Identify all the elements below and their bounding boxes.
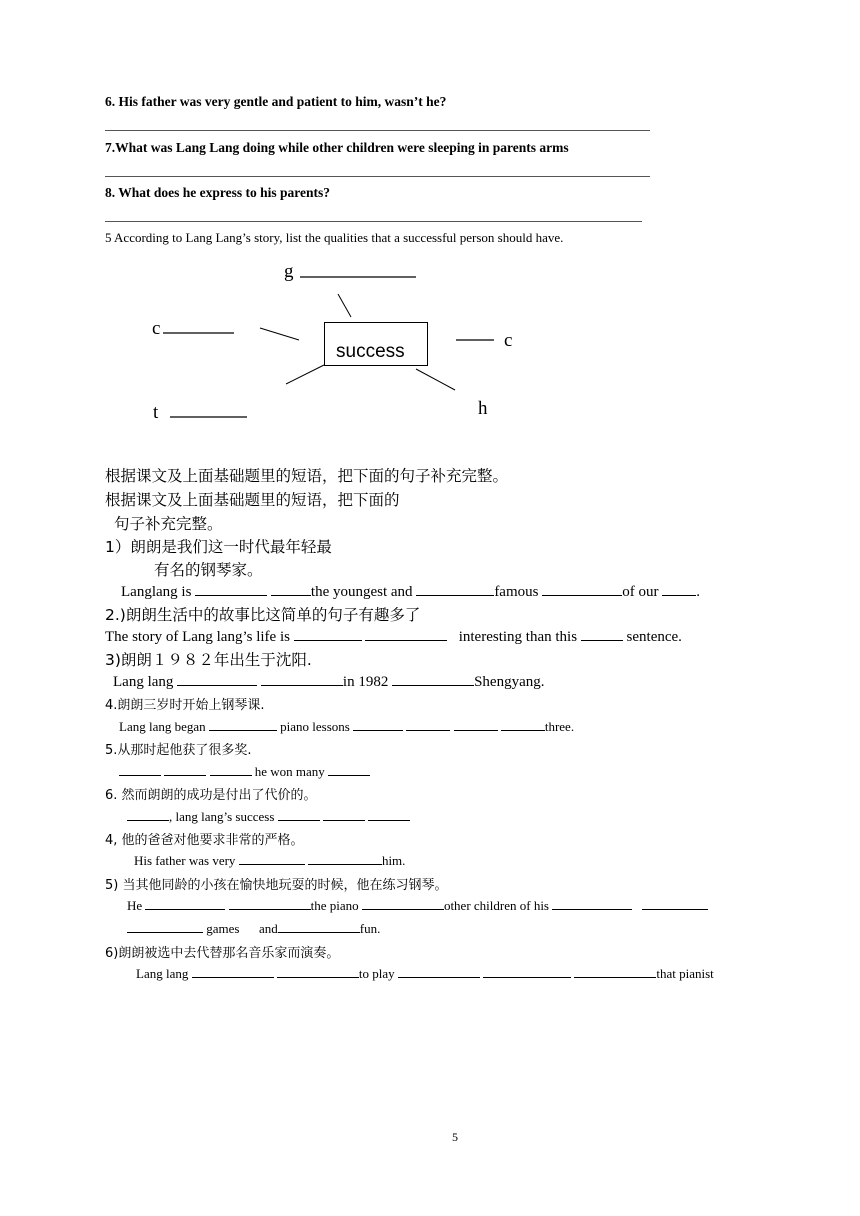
question-6: 6. His father was very gentle and patient to him, wasn’t he? [105,94,447,109]
sentence-1-cn-a: 1）朗朗是我们这一时代最年轻最 [105,538,332,556]
blank[interactable] [454,718,498,731]
blank[interactable] [210,763,252,776]
blank[interactable] [271,581,311,596]
blank[interactable] [294,626,362,641]
blank[interactable] [416,581,494,596]
blank[interactable] [662,581,696,596]
connector-bottom-left [286,365,324,384]
sentence-7-en: His father was very him. [134,853,406,868]
sentence-5-cn: 5.从那时起他获了很多奖. [105,743,252,758]
blank[interactable] [353,718,403,731]
sentence-4-cn: 4.朗朗三岁时开始上钢琴课. [105,698,265,713]
blank[interactable] [406,718,450,731]
blank[interactable] [542,581,622,596]
question-7: 7.What was Lang Lang doing while other children were sleeping in parents arms [105,140,569,155]
left-letter: c [152,318,161,339]
blank[interactable] [277,965,359,978]
blank[interactable] [192,965,274,978]
instruction-cn-2b: 句子补充完整。 [114,515,223,533]
sentence-3-en: Lang lang in 1982 Shengyang. [113,671,545,691]
blank[interactable] [328,763,370,776]
blank[interactable] [323,808,365,821]
blank[interactable] [209,718,277,731]
sentence-1-en: Langlang is the youngest and famous of our . [121,581,700,601]
sentence-6-cn: 6. 然而朗朗的成功是付出了代价的。 [105,788,317,803]
instruction-cn-2a: 根据课文及上面基础题里的短语，把下面的 [105,491,400,509]
sentence-4-en: Lang lang began piano lessons three. [119,719,575,734]
top-letter: g [284,261,294,282]
blank[interactable] [195,581,267,596]
section-5-instruction: 5 According to Lang Lang’s story, list the qualities that a successful person should have. [105,230,564,245]
blank[interactable] [483,965,571,978]
sentence-6-en: , lang lang’s success [127,808,410,825]
blank[interactable] [278,808,320,821]
sentence-1-cn-b: 有名的钢琴家。 [154,561,263,579]
blank[interactable] [642,897,708,910]
sentence-9-en: Lang lang to play that pianist [136,966,714,981]
blank[interactable] [229,897,311,910]
sentence-2-en: The story of Lang lang’s life is interesting than this sentence. [105,626,682,646]
right-letter: c [504,330,513,351]
blank[interactable] [552,897,632,910]
qualities-diagram [0,0,860,440]
bottom-left-letter: t [153,402,159,423]
sentence-8-en-line-1: He the piano other children of his [127,897,708,914]
connector-left [260,328,299,340]
blank[interactable] [574,965,656,978]
blank[interactable] [145,897,225,910]
blank[interactable] [119,763,161,776]
sentence-2-cn: 2.)朗朗生活中的故事比这简单的句子有趣多了 [105,606,421,624]
connector-bottom-right [416,369,455,390]
question-8: 8. What does he express to his parents? [105,185,331,200]
blank[interactable] [368,808,410,821]
blank[interactable] [164,763,206,776]
sentence-7-cn: 4, 他的爸爸对他要求非常的严格。 [105,833,304,848]
blank[interactable] [177,671,257,686]
blank[interactable] [308,852,382,865]
sentence-5-en: he won many [119,763,370,780]
blank[interactable] [261,671,343,686]
blank[interactable] [362,897,444,910]
connector-top [338,294,351,317]
sentence-8-en-line-2: games and fun. [127,920,380,937]
sentence-9-cn: 6)朗朗被选中去代替那名音乐家而演奏。 [105,946,340,961]
blank[interactable] [127,808,169,821]
blank[interactable] [127,920,203,933]
blank[interactable] [239,852,305,865]
page-number: 5 [452,1130,458,1144]
blank[interactable] [501,718,545,731]
blank[interactable] [398,965,480,978]
blank[interactable] [581,626,623,641]
blank[interactable] [392,671,474,686]
sentence-8-cn: 5) 当其他同龄的小孩在愉快地玩耍的时候，他在练习钢琴。 [105,878,448,893]
sentence-3-cn: 3)朗朗１９８２年出生于沈阳. [105,651,312,669]
instruction-cn-1: 根据课文及上面基础题里的短语，把下面的句子补充完整。 [105,467,509,485]
blank[interactable] [365,626,447,641]
blank[interactable] [278,920,360,933]
success-label: success [336,341,405,362]
bottom-right-letter: h [478,398,488,419]
